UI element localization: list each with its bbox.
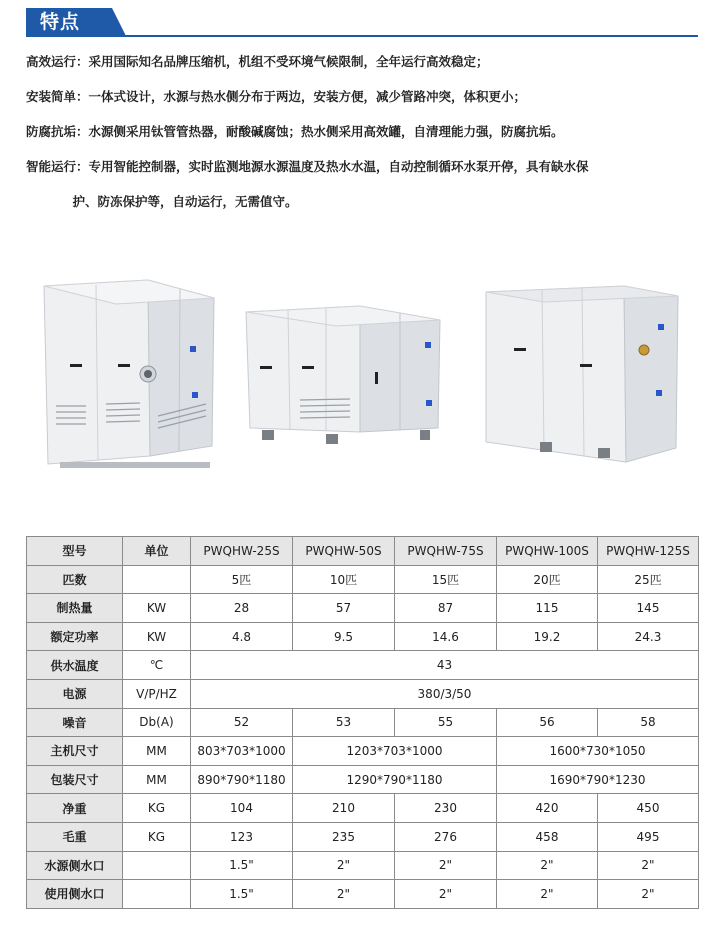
table-cell: 420 xyxy=(497,794,598,823)
table-row xyxy=(27,651,699,680)
row-unit: KG xyxy=(123,822,191,851)
table-cell: 87 xyxy=(395,594,497,623)
feature-list xyxy=(26,52,706,227)
row-label: 电源 xyxy=(27,679,123,708)
feature-item xyxy=(26,52,706,72)
table-cell-merged: 1600*730*1050 xyxy=(497,737,699,766)
table-row xyxy=(27,737,699,766)
feature-text: 采用国际知名品牌压缩机，机组不受环境气候限制，全年运行高效稳定； xyxy=(88,54,489,69)
table-cell: 230 xyxy=(395,794,497,823)
table-cell: 10匹 xyxy=(293,565,395,594)
table-cell-merged: 380/3/50 xyxy=(191,679,699,708)
table-cell: 803*703*1000 xyxy=(191,737,293,766)
table-row xyxy=(27,794,699,823)
table-header-cell: 单位 xyxy=(123,537,191,566)
section-divider xyxy=(26,35,698,37)
feature-text-continued: 护、防冻保护等，自动运行，无需值守。 xyxy=(72,194,298,209)
section-title: 特点 xyxy=(40,11,81,33)
feature-key: 智能运行： xyxy=(26,159,89,174)
table-cell: 123 xyxy=(191,822,293,851)
table-cell: 25匹 xyxy=(598,565,699,594)
table-cell: 55 xyxy=(395,708,497,737)
row-unit xyxy=(123,851,191,880)
feature-key: 安装简单： xyxy=(26,89,89,104)
table-cell: 450 xyxy=(598,794,699,823)
table-cell: 276 xyxy=(395,822,497,851)
table-row xyxy=(27,708,699,737)
feature-key: 高效运行： xyxy=(26,54,89,69)
table-row xyxy=(27,880,699,909)
table-cell: 2" xyxy=(598,880,699,909)
table-cell: 1.5" xyxy=(191,880,293,909)
row-unit: Db(A) xyxy=(123,708,191,737)
feature-item xyxy=(26,122,706,142)
table-cell: 53 xyxy=(293,708,395,737)
spec-table xyxy=(26,536,699,909)
row-label: 制热量 xyxy=(27,594,123,623)
table-cell: 5匹 xyxy=(191,565,293,594)
table-cell: 2" xyxy=(497,851,598,880)
table-cell: 2" xyxy=(395,851,497,880)
row-unit: ℃ xyxy=(123,651,191,680)
table-cell: 2" xyxy=(293,851,395,880)
table-cell: 52 xyxy=(191,708,293,737)
table-cell: 2" xyxy=(293,880,395,909)
table-cell: 145 xyxy=(598,594,699,623)
table-cell: 20匹 xyxy=(497,565,598,594)
product-image-unit-75s xyxy=(240,292,450,462)
table-cell: 14.6 xyxy=(395,622,497,651)
section-tag xyxy=(26,8,126,36)
table-header-cell: PWQHW-25S xyxy=(191,537,293,566)
row-label: 毛重 xyxy=(27,822,123,851)
table-header-row xyxy=(27,537,699,566)
row-label: 水源侧水口 xyxy=(27,851,123,880)
table-header-cell: PWQHW-50S xyxy=(293,537,395,566)
feature-text: 水源侧采用钛管管热器，耐酸碱腐蚀；热水侧采用高效罐，自清理能力强，防腐抗垢。 xyxy=(88,124,564,139)
row-unit xyxy=(123,565,191,594)
row-label: 主机尺寸 xyxy=(27,737,123,766)
row-unit: KG xyxy=(123,794,191,823)
table-row xyxy=(27,822,699,851)
table-cell: 24.3 xyxy=(598,622,699,651)
row-label: 包装尺寸 xyxy=(27,765,123,794)
table-cell-merged: 1690*790*1230 xyxy=(497,765,699,794)
table-cell-merged: 43 xyxy=(191,651,699,680)
table-header-cell: PWQHW-75S xyxy=(395,537,497,566)
table-cell: 19.2 xyxy=(497,622,598,651)
table-cell-merged: 1290*790*1180 xyxy=(293,765,497,794)
row-unit: KW xyxy=(123,622,191,651)
row-label: 噪音 xyxy=(27,708,123,737)
table-row xyxy=(27,765,699,794)
row-label: 额定功率 xyxy=(27,622,123,651)
table-cell: 890*790*1180 xyxy=(191,765,293,794)
table-cell: 2" xyxy=(497,880,598,909)
table-cell: 57 xyxy=(293,594,395,623)
row-label: 匹数 xyxy=(27,565,123,594)
table-cell: 458 xyxy=(497,822,598,851)
table-cell: 104 xyxy=(191,794,293,823)
row-unit: V/P/HZ xyxy=(123,679,191,708)
table-cell-merged: 1203*703*1000 xyxy=(293,737,497,766)
table-header-cell: PWQHW-125S xyxy=(598,537,699,566)
table-row xyxy=(27,679,699,708)
product-image-unit-25s xyxy=(38,276,228,476)
row-unit xyxy=(123,880,191,909)
row-unit: KW xyxy=(123,594,191,623)
table-cell: 210 xyxy=(293,794,395,823)
feature-text: 专用智能控制器，实时监测地源水源温度及热水水温，自动控制循环水泵开停，具有缺水保 xyxy=(88,159,589,174)
feature-item xyxy=(26,157,706,212)
table-cell: 235 xyxy=(293,822,395,851)
table-row xyxy=(27,622,699,651)
product-image-unit-125s xyxy=(480,272,690,472)
table-cell: 28 xyxy=(191,594,293,623)
row-unit: MM xyxy=(123,737,191,766)
table-row xyxy=(27,594,699,623)
table-cell: 495 xyxy=(598,822,699,851)
row-label: 净重 xyxy=(27,794,123,823)
feature-text: 一体式设计，水源与热水侧分布于两边，安装方便，减少管路冲突，体积更小； xyxy=(88,89,527,104)
table-cell: 56 xyxy=(497,708,598,737)
table-cell: 115 xyxy=(497,594,598,623)
table-cell: 2" xyxy=(395,880,497,909)
table-cell: 2" xyxy=(598,851,699,880)
table-row xyxy=(27,851,699,880)
row-label: 使用侧水口 xyxy=(27,880,123,909)
table-cell: 9.5 xyxy=(293,622,395,651)
table-row xyxy=(27,565,699,594)
table-cell: 58 xyxy=(598,708,699,737)
table-header-cell: PWQHW-100S xyxy=(497,537,598,566)
feature-key: 防腐抗垢： xyxy=(26,124,89,139)
table-cell: 1.5" xyxy=(191,851,293,880)
table-cell: 15匹 xyxy=(395,565,497,594)
table-cell: 4.8 xyxy=(191,622,293,651)
table-header-cell: 型号 xyxy=(27,537,123,566)
feature-item xyxy=(26,87,706,107)
row-unit: MM xyxy=(123,765,191,794)
row-label: 供水温度 xyxy=(27,651,123,680)
